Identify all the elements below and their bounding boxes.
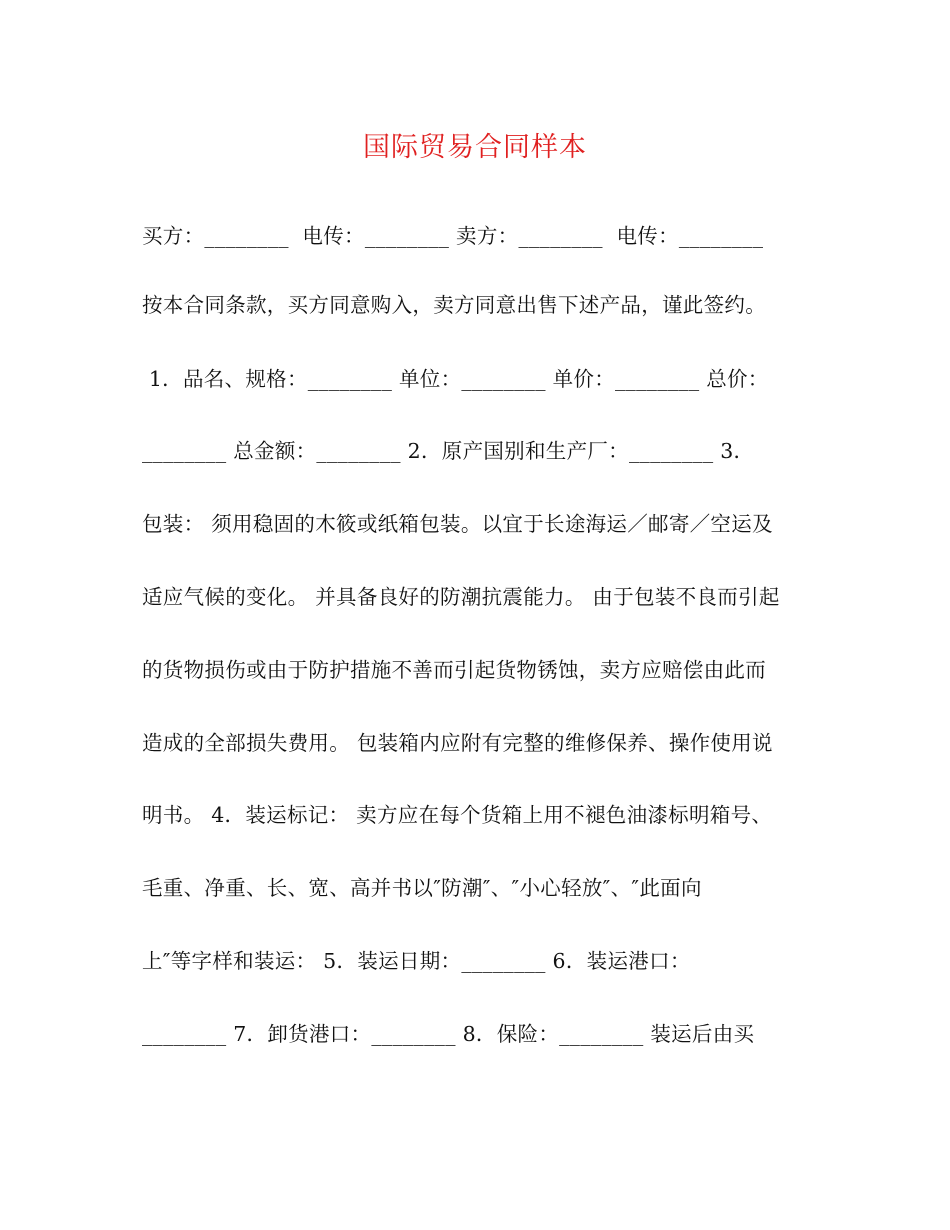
text-line: 毛重、净重、长、宽、高并书以″防潮″、″小心轻放″、″此面向: [142, 876, 702, 900]
text-line: 上″等字样和装运： 5．装运日期：________ 6．装运港口：: [142, 949, 691, 973]
text-line: 1．品名、规格：________ 单位：________ 单价：________ 总价：: [142, 367, 769, 391]
text-line: 包装： 须用稳固的木筱或纸箱包装。以宜于长途海运／邮寄／空运及: [142, 512, 773, 536]
document-title: 国际贸易合同样本: [363, 132, 587, 163]
text-line: 买方：________ 电传：________ 卖方：________ 电传：________: [142, 224, 764, 248]
text-line: 造成的全部损失费用。 包装箱内应附有完整的维修保养、操作使用说: [142, 731, 773, 755]
text-line: ________ 7．卸货港口：________ 8．保险：________ 装运后由买: [142, 1022, 755, 1046]
text-line: 适应气候的变化。 并具备良好的防潮抗震能力。 由于包装不良而引起: [142, 585, 780, 609]
text-line: 明书。 4．装运标记： 卖方应在每个货箱上用不褪色油漆标明箱号、: [142, 803, 773, 827]
text-line: ________ 总金额：________ 2．原产国别和生产厂：________ 3．: [142, 439, 755, 463]
text-line: 按本合同条款，买方同意购入，卖方同意出售下述产品，谨此签约。: [142, 293, 766, 317]
text-line: 的货物损伤或由于防护措施不善而引起货物锈蚀，卖方应赔偿由此而: [142, 658, 766, 682]
